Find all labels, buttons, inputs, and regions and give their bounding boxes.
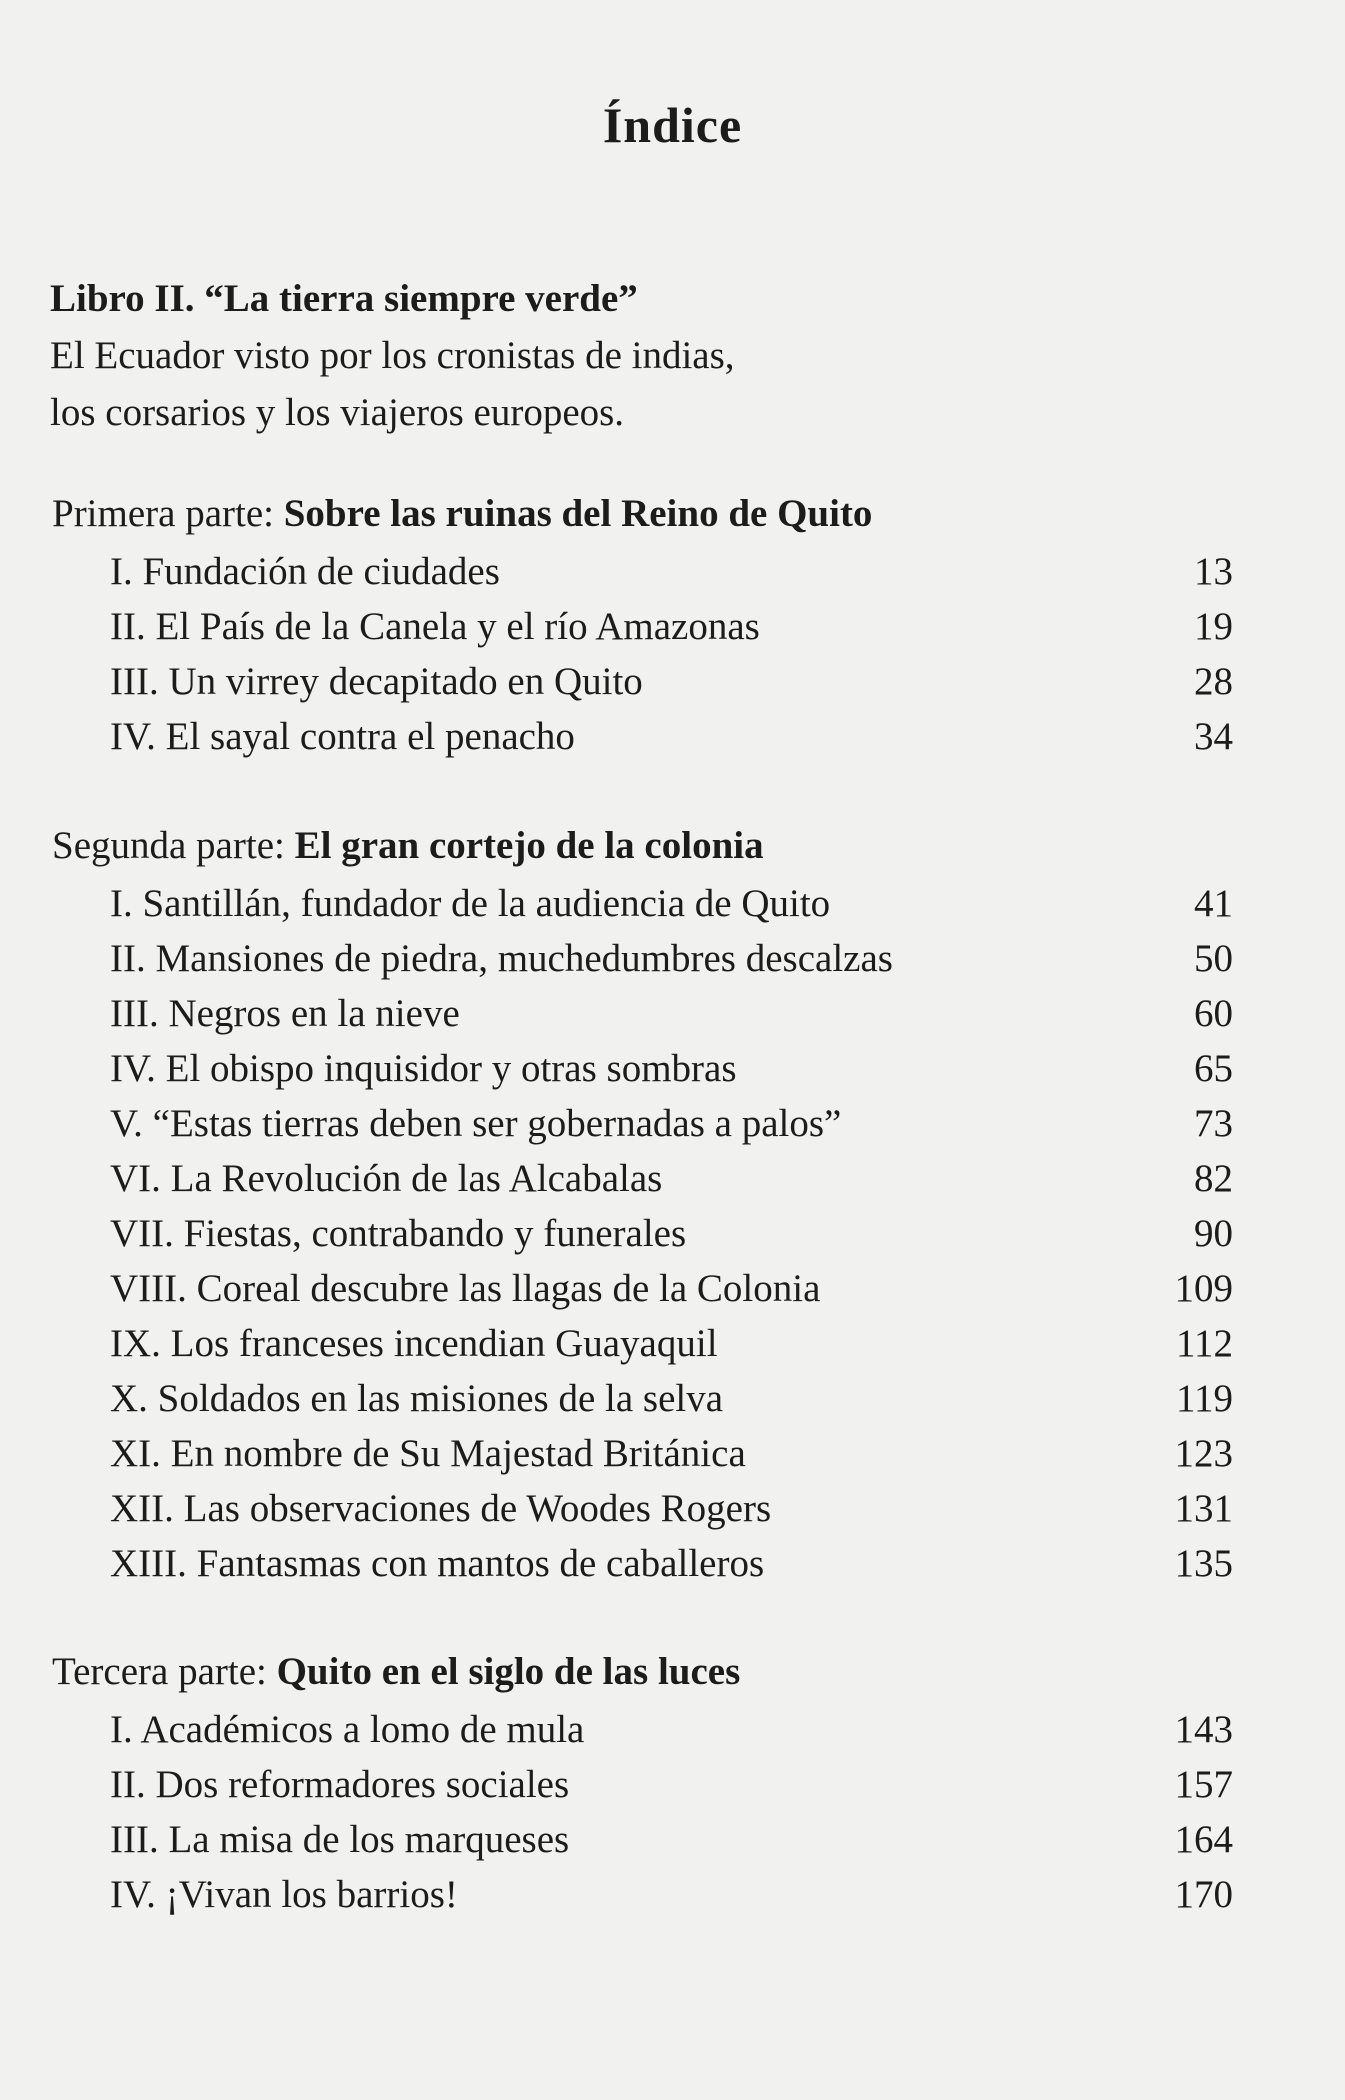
entry-page: 73 [1194,1102,1233,1145]
toc-entry [0,1041,1345,1096]
part-name: El gran cortejo de la colonia [294,824,764,867]
entry-label: IV. ¡Vivan los barrios! [110,1873,458,1916]
part-prefix: Tercera parte: [52,1650,277,1693]
toc-entry [0,599,1345,654]
entry-label: V. “Estas tierras deben ser gobernadas a palos” [110,1102,842,1145]
entry-page: 164 [1174,1818,1233,1861]
toc-entry [0,1702,1345,1757]
entry-page: 82 [1194,1157,1233,1200]
toc-entry [0,931,1345,986]
toc-entry [0,1316,1345,1371]
toc-entry [0,1426,1345,1481]
toc-entry [0,1867,1345,1922]
entry-label: II. Mansiones de piedra, muchedumbres descalzas [110,937,893,980]
toc-entry [0,876,1345,931]
entry-label: III. La misa de los marqueses [110,1818,570,1861]
part-heading [52,816,1345,876]
entry-page: 135 [1174,1542,1233,1585]
entry-page: 50 [1194,937,1233,980]
toc-entry [0,709,1345,764]
entry-page: 13 [1194,550,1233,593]
entry-label: IV. El sayal contra el penacho [110,715,575,758]
entry-page: 34 [1194,715,1233,758]
entry-label: III. Negros en la nieve [110,992,460,1035]
entry-label: III. Un virrey decapitado en Quito [110,660,643,703]
toc-entry [0,1481,1345,1536]
entry-label: VIII. Coreal descubre las llagas de la Colonia [110,1267,821,1310]
entry-label: XI. En nombre de Su Majestad Británica [110,1432,746,1475]
entry-label: VII. Fiestas, contrabando y funerales [110,1212,687,1255]
toc-entry [0,1096,1345,1151]
entry-page: 65 [1194,1047,1233,1090]
part-prefix: Segunda parte: [52,824,295,867]
entry-label: II. El País de la Canela y el río Amazonas [110,605,760,648]
part-name: Sobre las ruinas del Reino de Quito [283,492,873,535]
entry-page: 109 [1174,1267,1233,1310]
toc-entry [0,1206,1345,1261]
part-prefix: Primera parte: [52,492,284,535]
toc-entry [0,1757,1345,1812]
entry-label: IX. Los franceses incendian Guayaquil [110,1322,718,1365]
entry-page: 143 [1174,1708,1233,1751]
entry-label: XIII. Fantasmas con mantos de caballeros [110,1542,765,1585]
entry-page: 112 [1175,1322,1233,1365]
entry-label: X. Soldados en las misiones de la selva [110,1377,724,1420]
toc-entry [0,1151,1345,1206]
entry-page: 119 [1175,1377,1233,1420]
entry-label: I. Fundación de ciudades [110,550,500,593]
part-heading [52,484,1345,544]
toc-entry [0,1371,1345,1426]
entry-label: I. Santillán, fundador de la audiencia de Quito [110,882,831,925]
entry-page: 19 [1194,605,1233,648]
toc-entry [0,1261,1345,1316]
entry-label: XII. Las observaciones de Woodes Rogers [110,1487,772,1530]
entry-page: 123 [1174,1432,1233,1475]
page-title: Índice [602,97,743,153]
toc-entry [0,986,1345,1041]
entry-page: 90 [1194,1212,1233,1255]
book-title: Libro II. “La tierra siempre verde” [50,277,638,320]
part-name: Quito en el siglo de las luces [276,1650,741,1693]
part-segunda [0,816,1345,1591]
toc-entry [0,544,1345,599]
entry-label: II. Dos reformadores sociales [110,1763,570,1806]
toc-entry [0,1536,1345,1591]
part-tercera [0,1642,1345,1922]
book-subtitle-line2: los corsarios y los viajeros europeos. [50,391,625,434]
book-subtitle-line1: El Ecuador visto por los cronistas de indias, [50,334,735,377]
toc-entry [0,654,1345,709]
part-primera [0,484,1345,764]
entry-label: IV. El obispo inquisidor y otras sombras [110,1047,737,1090]
entry-page: 170 [1174,1873,1233,1916]
part-heading [52,1642,1345,1702]
entry-page: 157 [1174,1763,1233,1806]
toc-entry [0,1812,1345,1867]
entry-page: 131 [1174,1487,1233,1530]
entry-label: I. Académicos a lomo de mula [110,1708,585,1751]
entry-page: 28 [1194,660,1233,703]
book-heading [50,270,735,441]
entry-page: 60 [1194,992,1233,1035]
entry-label: VI. La Revolución de las Alcabalas [110,1157,663,1200]
entry-page: 41 [1194,882,1233,925]
